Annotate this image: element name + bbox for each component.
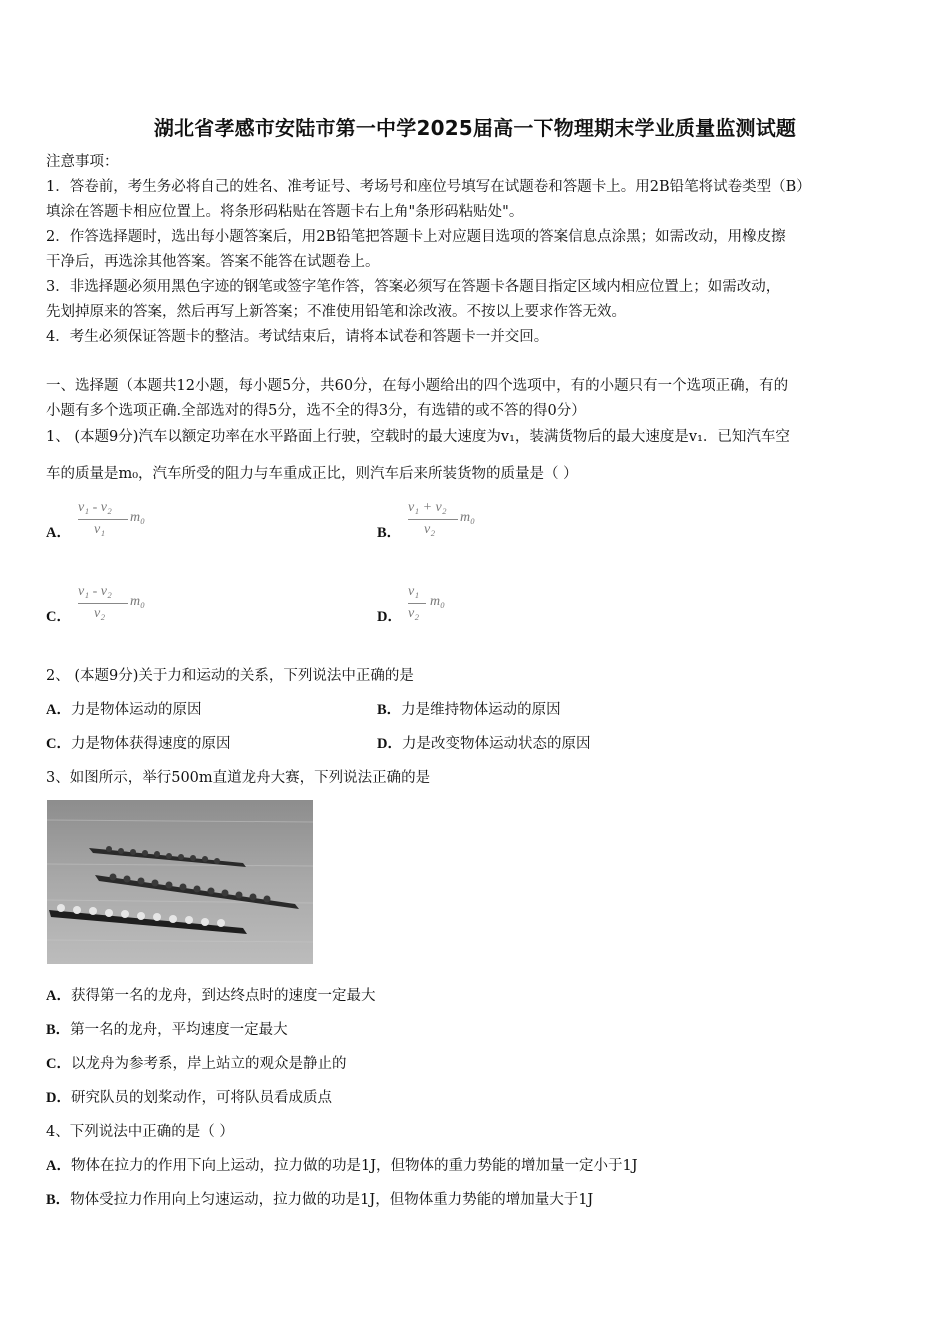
section-heading: 小题有多个选项正确.全部选对的得5分，选不全的得3分，有选错的或不答的得0分）	[46, 403, 586, 419]
section-heading: 一、选择题（本题共12小题，每小题5分，共60分，在每小题给出的四个选项中，有的小题只有一个选项正确，有的	[46, 378, 789, 394]
dragon-boat-photo	[47, 800, 313, 964]
fraction-numerator: v₁ + v₂	[408, 500, 447, 515]
question-3-stem: 3、如图所示，举行500m直道龙舟大赛，下列说法正确的是	[46, 770, 431, 786]
option-a	[46, 1156, 638, 1176]
option-text: 力是物体运动的原因	[70, 702, 202, 718]
option-label: A．	[46, 525, 71, 541]
mass-symbol: m₀	[430, 594, 445, 609]
option-text: 以龙舟为参考系，岸上站立的观众是静止的	[70, 1056, 347, 1072]
option-label: B．	[377, 702, 402, 718]
option-label: C．	[46, 609, 71, 625]
option-label: A．	[46, 988, 71, 1004]
option-text: 力是改变物体运动状态的原因	[401, 736, 591, 752]
option-label: C．	[46, 1056, 71, 1072]
option-text: 研究队员的划桨动作，可将队员看成质点	[70, 1090, 332, 1106]
option-label: C．	[46, 736, 71, 752]
fraction-bar	[408, 603, 426, 604]
notice-line: 3．非选择题必须用黑色字迹的钢笔或签字笔作答，答案必须写在答题卡各题目指定区域内相应位置上；如需改动，	[46, 279, 781, 295]
option-label: B．	[377, 525, 402, 541]
option-b	[46, 1020, 288, 1040]
option-c	[46, 734, 230, 754]
option-text: 获得第一名的龙舟，到达终点时的速度一定最大	[70, 988, 376, 1004]
fraction-numerator: v₁	[408, 584, 420, 599]
question-2-stem: 2、 (本题9分)关于力和运动的关系，下列说法中正确的是	[46, 668, 414, 684]
option-label: B．	[46, 1022, 71, 1038]
question-1-stem: 1、 (本题9分)汽车以额定功率在水平路面上行驶，空载时的最大速度为v₁，装满货物后的最大速度是v₁．已知汽车空	[46, 429, 790, 445]
mass-symbol: m₀	[130, 510, 145, 525]
fraction-denominator: v₂	[424, 522, 436, 537]
option-d	[46, 1088, 332, 1108]
option-b	[377, 700, 561, 720]
notice-line: 1．答卷前，考生务必将自己的姓名、准考证号、考场号和座位号填写在试题卷和答题卡上。用2B铅笔将试卷类型（B）	[46, 179, 811, 195]
option-b	[46, 1190, 593, 1210]
fraction-bar	[78, 519, 128, 520]
mass-symbol: m₀	[130, 594, 145, 609]
notice-line: 干净后，再选涂其他答案。答案不能答在试题卷上。	[46, 254, 380, 270]
option-text: 力是物体获得速度的原因	[70, 736, 231, 752]
option-d	[377, 734, 590, 754]
option-label: D．	[377, 736, 402, 752]
fraction-numerator: v₁ - v₂	[78, 500, 112, 515]
notice-heading: 注意事项：	[46, 154, 119, 170]
fraction-denominator: v₁	[94, 522, 106, 537]
option-text: 第一名的龙舟，平均速度一定最大	[70, 1022, 288, 1038]
notice-line: 2．作答选择题时，选出每小题答案后，用2B铅笔把答题卡上对应题目选项的答案信息点涂黑；如需改动，用橡皮擦	[46, 229, 786, 245]
notice-line: 填涂在答题卡相应位置上。将条形码粘贴在答题卡右上角"条形码粘贴处"。	[46, 204, 524, 220]
mass-symbol: m₀	[460, 510, 475, 525]
option-text: 力是维持物体运动的原因	[401, 702, 561, 718]
option-label: D．	[377, 609, 402, 625]
option-label: A．	[46, 702, 71, 718]
option-a	[46, 986, 375, 1006]
option-text: 物体在拉力的作用下向上运动，拉力做的功是1J，但物体的重力势能的增加量一定小于1J	[70, 1158, 638, 1174]
fraction-bar	[78, 603, 128, 604]
option-a	[46, 700, 201, 720]
page-title: 湖北省孝感市安陆市第一中学2025届高一下物理期末学业质量监测试题	[153, 116, 797, 140]
option-label: B．	[46, 1192, 71, 1208]
notice-line: 4．考生必须保证答题卡的整洁。考试结束后，请将本试卷和答题卡一并交回。	[46, 329, 549, 345]
question-4-stem: 4、下列说法中正确的是（ ）	[46, 1124, 234, 1140]
option-label: A．	[46, 1158, 71, 1174]
question-1-stem: 车的质量是m₀，汽车所受的阻力与车重成正比，则汽车后来所装货物的质量是（ ）	[46, 466, 578, 482]
fraction-numerator: v₁ - v₂	[78, 584, 112, 599]
fraction-denominator: v₂	[94, 606, 106, 621]
option-text: 物体受拉力作用向上匀速运动，拉力做的功是1J，但物体重力势能的增加量大于1J	[70, 1192, 594, 1208]
fraction-bar	[408, 519, 458, 520]
notice-line: 先划掉原来的答案，然后再写上新答案；不准使用铅笔和涂改液。不按以上要求作答无效。	[46, 304, 626, 320]
fraction-denominator: v₂	[408, 606, 420, 621]
option-label: D．	[46, 1090, 71, 1106]
option-c	[46, 1054, 346, 1074]
